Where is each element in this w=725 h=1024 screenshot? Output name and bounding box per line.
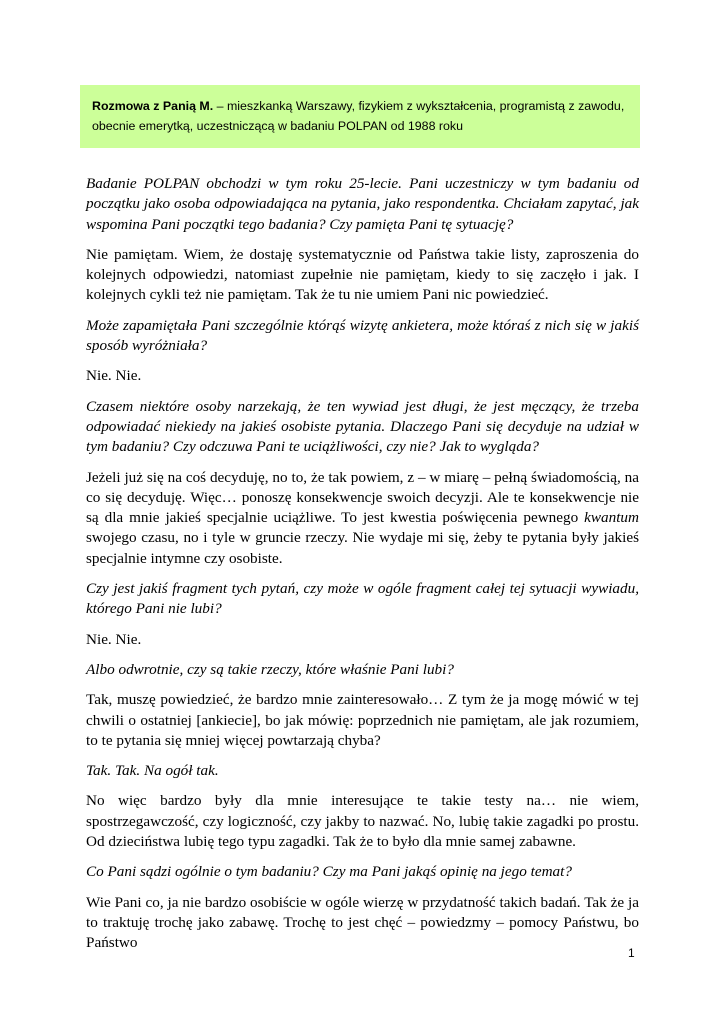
document-header-box [80, 85, 640, 148]
answer-paragraph: No więc bardzo były dla mnie interesujące te takie testy na… nie wiem, spostrzegawczość, czy logiczność, czy jakby to nazwać. No, lubię takie zagadki po prostu. Od dzieciństwa lubię tego typu zagadki. Tak że to było dla mnie samej zabawne. [86, 792, 639, 851]
header-title: Rozmowa z Panią M. [92, 99, 214, 113]
emphasized-term: kwantum [584, 509, 639, 527]
answer-paragraph: Wie Pani co, ja nie bardzo osobiście w ogóle wierzę w przydatność takich badań. Tak że ja to traktuję trochę jako zabawę. Trochę to jest chęć – powiedzmy – pomocy Państwu, bo Państwo [86, 893, 639, 952]
page-number: 1 [628, 946, 635, 960]
answer-paragraph: Tak, muszę powiedzieć, że bardzo mnie zainteresowało… Z tym że ja mogę mówić w tej chwili o ostatniej [ankiecie], bo jak mówię: poprzednich nie pamiętam, ale jak rozumiem, to te pytania się mniej więcej powtarzają chyba? [86, 691, 639, 749]
answer-paragraph: Nie pamiętam. Wiem, że dostaję systematycznie od Państwa takie listy, zaproszenia do kolejnych odpowiedzi, natomiast zupełnie nie pamiętam, kiedy to się zaczęło i jak. I kolejnych cykli też nie pamiętam. Tak że tu nie umiem Pani nic powiedzieć. [86, 245, 639, 304]
question-paragraph: Tak. Tak. Na ogół tak. [86, 762, 219, 780]
answer-paragraph: Nie. Nie. [86, 630, 142, 648]
answer-paragraph [86, 468, 639, 569]
question-paragraph: Badanie POLPAN obchodzi w tym roku 25-lecie. Pani uczestniczy w tym badaniu od początku jako osoba odpowiadająca na pytania, jako respondentka. Chciałam zapytać, jak wspomina Pani początki tego badania? Czy pamięta Pani tę sytuację? [86, 175, 639, 233]
header-dash: – [213, 99, 227, 113]
question-paragraph: Czy jest jakiś fragment tych pytań, czy może w ogóle fragment całej tej sytuacji wywiadu, którego Pani nie lubi? [86, 580, 639, 618]
question-paragraph: Albo odwrotnie, czy są takie rzeczy, które właśnie Pani lubi? [86, 660, 454, 678]
header-description: mieszkanką Warszawy, fizykiem z wykształcenia, programistą z zawodu, obecnie emerytką, uczestniczącą w badaniu POLPAN od 1988 roku [92, 99, 625, 133]
question-paragraph: Czasem niektóre osoby narzekają, że ten wywiad jest długi, że jest męczący, że trzeba odpowiadać niekiedy na jakieś osobiste pytania. Dlaczego Pani się decyduje na udział w tym badaniu? Czy odczuwa Pani te uciążliwości, czy nie? Jak to wygląda? [86, 397, 639, 456]
answer-text: swojego czasu, no i tyle w gruncie rzeczy. Nie wydaje mi się, żeby te pytania były jakieś specjalnie intymne czy osobiste. [86, 529, 639, 567]
question-paragraph: Co Pani sądzi ogólnie o tym badaniu? Czy ma Pani jakąś opinię na jego temat? [86, 863, 572, 881]
interview-body [86, 174, 639, 964]
answer-paragraph: Nie. Nie. [86, 367, 142, 385]
question-paragraph: Może zapamiętała Pani szczególnie którąś wizytę ankietera, może któraś z nich się w jakiś sposób wyróżniała? [86, 316, 639, 355]
answer-text: Jeżeli już się na coś decyduję, no to, że tak powiem, z – w miarę – pełną świadomością, na co się decyduję. Więc… ponoszę konsekwencje swoich decyzji. Ale te konsekwencje nie są dla mnie jakieś specjalnie uciążliwe. To jest kwestia poświęcenia pewnego [86, 468, 639, 527]
